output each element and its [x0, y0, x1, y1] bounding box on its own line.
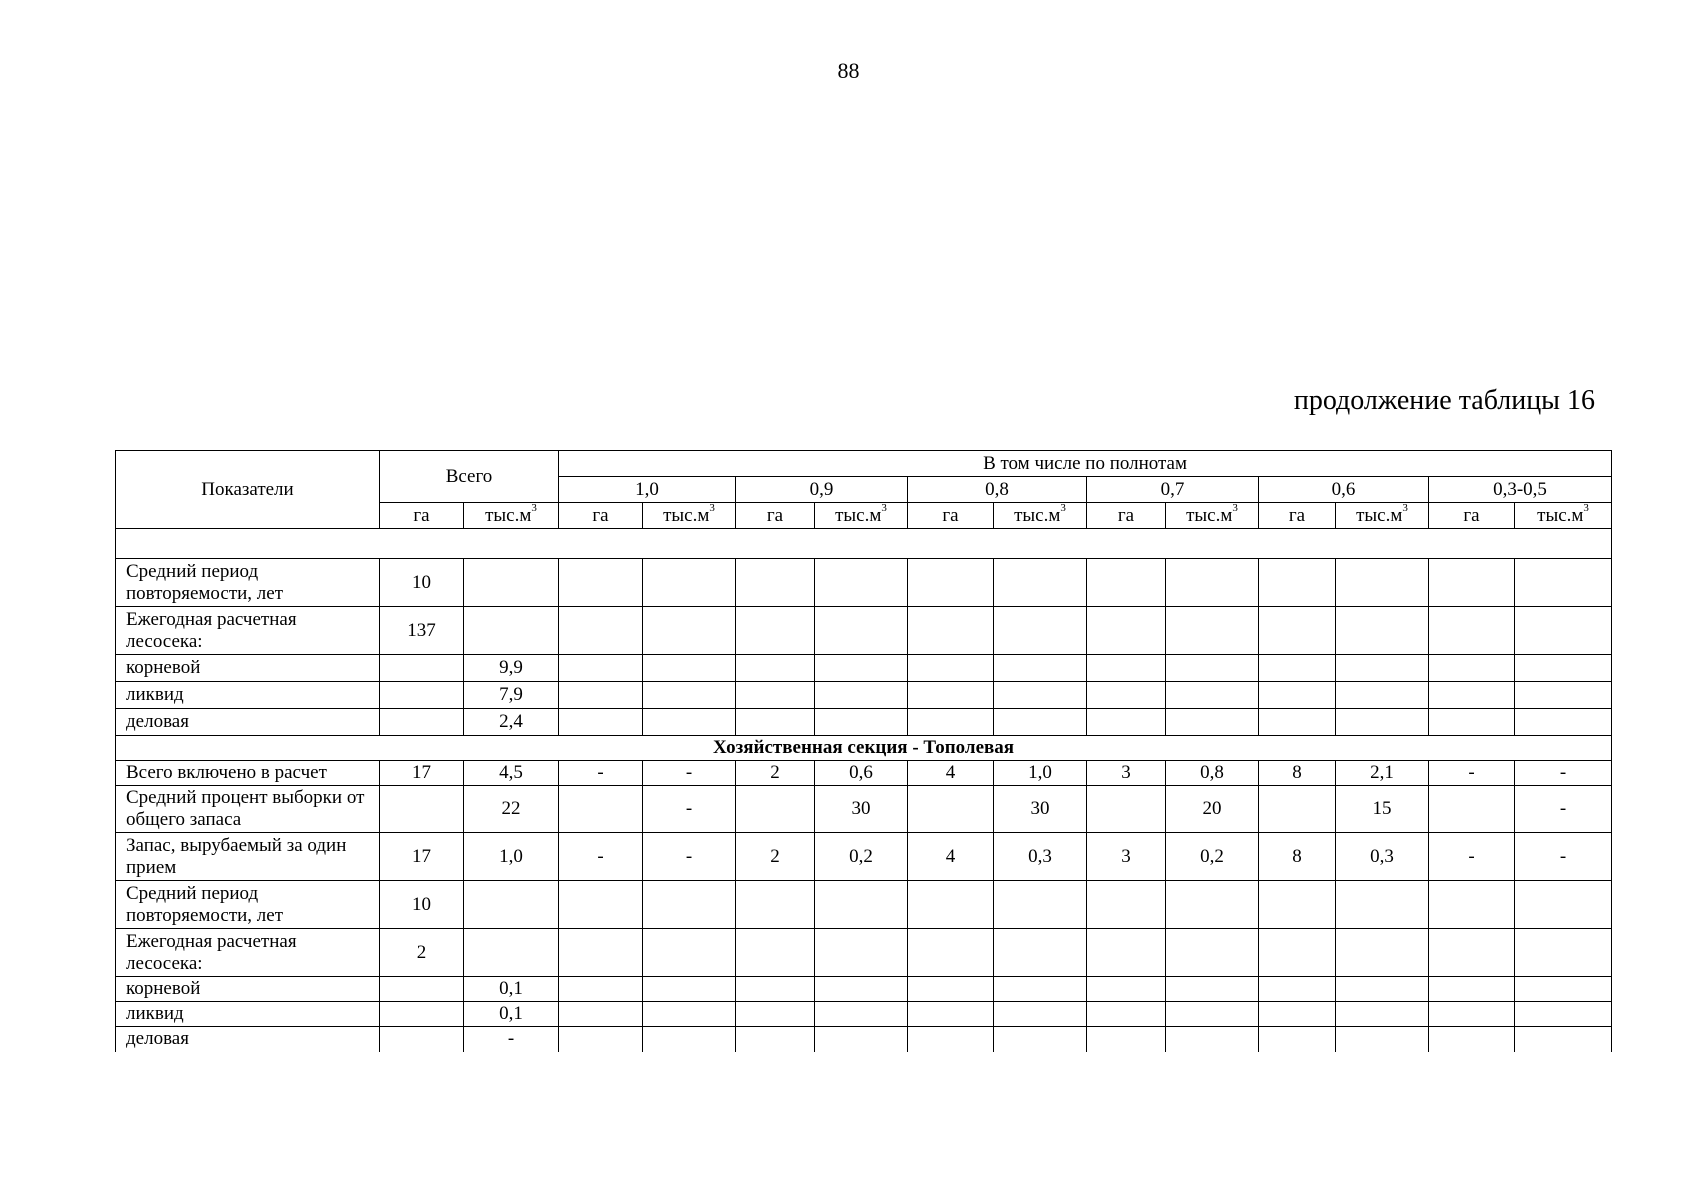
table-cell — [815, 655, 908, 682]
table-cell — [643, 682, 736, 709]
table-cell — [1166, 559, 1259, 607]
table-cell — [1166, 655, 1259, 682]
unit-volume-label: тыс.м — [835, 504, 882, 526]
table-cell — [1515, 929, 1612, 977]
table-cell — [1087, 682, 1166, 709]
table-row — [116, 977, 1612, 1002]
table-cell — [815, 881, 908, 929]
header-unit-volume — [815, 503, 908, 529]
table-cell — [1166, 881, 1259, 929]
unit-volume-label: тыс.м — [1537, 504, 1584, 526]
row-label: Ежегодная расчетная лесосека: — [116, 607, 380, 655]
table-cell — [1429, 929, 1515, 977]
table-cell — [994, 1002, 1087, 1027]
table-cell — [559, 655, 643, 682]
header-unit-ha: га — [559, 503, 643, 529]
table-cell — [1087, 929, 1166, 977]
table-cell — [1259, 1002, 1336, 1027]
table-row — [116, 761, 1612, 786]
table-cell — [1087, 786, 1166, 833]
table-cell — [1429, 977, 1515, 1002]
table-cell — [1259, 786, 1336, 833]
table-cell: 15 — [1336, 786, 1429, 833]
table-row — [116, 607, 1612, 655]
table-cell — [908, 977, 994, 1002]
table-cell: 10 — [380, 559, 464, 607]
table-cell — [1259, 559, 1336, 607]
table-cell — [736, 977, 815, 1002]
header-unit-volume — [643, 503, 736, 529]
unit-volume-label: тыс.м — [485, 504, 532, 526]
table-cell — [1259, 655, 1336, 682]
table-cell: - — [643, 786, 736, 833]
table-cell — [559, 607, 643, 655]
table-cell — [815, 1027, 908, 1052]
table-cell: 0,6 — [815, 761, 908, 786]
table-cell — [908, 786, 994, 833]
table-cell: 2 — [736, 833, 815, 881]
table-cell — [1087, 607, 1166, 655]
table-cell — [559, 881, 643, 929]
table-cell — [736, 709, 815, 736]
row-label: корневой — [116, 655, 380, 682]
table-cell — [1515, 655, 1612, 682]
table-cell: - — [643, 761, 736, 786]
table-cell — [1166, 1002, 1259, 1027]
unit-volume-label: тыс.м — [663, 504, 710, 526]
table-cell — [1087, 1002, 1166, 1027]
table-cell — [1166, 1027, 1259, 1052]
table-cell — [643, 655, 736, 682]
table-cell — [815, 607, 908, 655]
table-cell — [1259, 709, 1336, 736]
table-row — [116, 1002, 1612, 1027]
table-cell — [380, 655, 464, 682]
header-unit-ha: га — [1259, 503, 1336, 529]
header-density: 1,0 — [559, 477, 736, 503]
table-row — [116, 655, 1612, 682]
row-label: Запас, вырубаемый за один прием — [116, 833, 380, 881]
table-cell: 2,4 — [464, 709, 559, 736]
header-unit-ha: га — [1429, 503, 1515, 529]
table-cell — [643, 559, 736, 607]
table-cell — [994, 709, 1087, 736]
row-label: корневой — [116, 977, 380, 1002]
table-cell: 2 — [736, 761, 815, 786]
table-cell — [1166, 682, 1259, 709]
table-cell — [1515, 1027, 1612, 1052]
header-unit-ha: га — [736, 503, 815, 529]
table-cell — [815, 559, 908, 607]
table-cell — [643, 1002, 736, 1027]
row-label: ликвид — [116, 682, 380, 709]
table-cell — [1259, 881, 1336, 929]
table-cell — [1515, 1002, 1612, 1027]
row-label: деловая — [116, 709, 380, 736]
table-cell: - — [559, 761, 643, 786]
table-cell — [559, 1027, 643, 1052]
table-cell: 3 — [1087, 761, 1166, 786]
table-cell — [1259, 682, 1336, 709]
table-cell: 1,0 — [994, 761, 1087, 786]
table-cell — [1259, 607, 1336, 655]
table-cell — [908, 607, 994, 655]
table-row — [116, 1027, 1612, 1052]
table-cell — [380, 709, 464, 736]
table-cell — [1166, 709, 1259, 736]
table-row — [116, 929, 1612, 977]
table-cell: 30 — [994, 786, 1087, 833]
table-cell — [1429, 709, 1515, 736]
table-cell — [464, 881, 559, 929]
table-cell — [380, 1002, 464, 1027]
table-cell: 0,8 — [1166, 761, 1259, 786]
table-cell — [994, 977, 1087, 1002]
table-cell — [1336, 709, 1429, 736]
table-cell: 4,5 — [464, 761, 559, 786]
header-unit-volume — [1515, 503, 1612, 529]
table-cell — [1429, 1002, 1515, 1027]
table-cell — [643, 607, 736, 655]
table-row — [116, 709, 1612, 736]
table-cell — [736, 786, 815, 833]
header-unit-volume — [464, 503, 559, 529]
table-cell — [464, 559, 559, 607]
unit-volume-label: тыс.м — [1014, 504, 1061, 526]
table-cell: 7,9 — [464, 682, 559, 709]
table-cell — [908, 655, 994, 682]
table-cell — [815, 977, 908, 1002]
table-cell: 4 — [908, 833, 994, 881]
table-cell — [1429, 786, 1515, 833]
table-cell — [908, 1027, 994, 1052]
table-cell — [643, 1027, 736, 1052]
unit-volume-label: тыс.м — [1356, 504, 1403, 526]
table-cell — [1336, 559, 1429, 607]
row-label: деловая — [116, 1027, 380, 1052]
table-cell — [559, 682, 643, 709]
table-cell — [1515, 682, 1612, 709]
table-cell — [559, 559, 643, 607]
table-cell — [643, 977, 736, 1002]
table-cell — [559, 1002, 643, 1027]
table-cell — [1259, 1027, 1336, 1052]
table-cell: - — [559, 833, 643, 881]
table-cell — [643, 881, 736, 929]
table-row — [116, 682, 1612, 709]
table-cell — [736, 559, 815, 607]
table-cell — [1336, 1002, 1429, 1027]
table-cell — [1429, 881, 1515, 929]
table-cell — [1336, 1027, 1429, 1052]
table-row — [116, 881, 1612, 929]
table-cell — [994, 881, 1087, 929]
header-unit-ha: га — [380, 503, 464, 529]
table-cell — [464, 929, 559, 977]
table-cell: 8 — [1259, 761, 1336, 786]
spacer-row — [116, 529, 1612, 559]
table-cell: - — [1515, 833, 1612, 881]
table-cell: 30 — [815, 786, 908, 833]
unit-volume-superscript: 3 — [1402, 502, 1408, 515]
section-title: Хозяйственная секция - Тополевая — [116, 736, 1612, 761]
table-cell — [815, 682, 908, 709]
table-cell — [1259, 929, 1336, 977]
page-number: 88 — [837, 58, 860, 83]
table-cell — [908, 709, 994, 736]
header-density: 0,3-0,5 — [1429, 477, 1612, 503]
table-cell — [994, 607, 1087, 655]
table-cell — [559, 929, 643, 977]
table-cell — [1336, 607, 1429, 655]
table-cell — [908, 881, 994, 929]
table-cell: 1,0 — [464, 833, 559, 881]
table-cell — [643, 929, 736, 977]
table-cell: 2,1 — [1336, 761, 1429, 786]
table-cell: - — [1515, 761, 1612, 786]
table-cell — [1336, 929, 1429, 977]
table-cell: 17 — [380, 761, 464, 786]
table-cell: 137 — [380, 607, 464, 655]
table-cell — [1515, 977, 1612, 1002]
table-cell — [994, 655, 1087, 682]
table-cell: 17 — [380, 833, 464, 881]
table-cell — [1429, 607, 1515, 655]
table-row — [116, 786, 1612, 833]
table-cell — [736, 655, 815, 682]
table-cell — [1429, 655, 1515, 682]
table-cell: 0,3 — [1336, 833, 1429, 881]
table-cell: 0,1 — [464, 977, 559, 1002]
table-cell — [908, 682, 994, 709]
table-cell — [1429, 559, 1515, 607]
table-cell — [736, 1027, 815, 1052]
header-unit-volume — [994, 503, 1087, 529]
unit-volume-superscript: 3 — [1060, 502, 1066, 515]
table-cell — [1515, 881, 1612, 929]
table-cell — [380, 977, 464, 1002]
row-label: Средний период повторяемости, лет — [116, 881, 380, 929]
table-cell: - — [1429, 833, 1515, 881]
table-cell: 22 — [464, 786, 559, 833]
table-cell — [908, 929, 994, 977]
table-cell — [815, 929, 908, 977]
table-cell — [1515, 607, 1612, 655]
table-cell — [1087, 655, 1166, 682]
table-cell — [908, 559, 994, 607]
table-cell — [815, 709, 908, 736]
table-caption: продолжение таблицы 16 — [1293, 385, 1595, 416]
table-cell — [559, 977, 643, 1002]
table-cell — [815, 1002, 908, 1027]
table-cell: 4 — [908, 761, 994, 786]
table-cell — [736, 929, 815, 977]
table-cell: - — [1515, 786, 1612, 833]
unit-volume-label: тыс.м — [1186, 504, 1233, 526]
table-cell: 10 — [380, 881, 464, 929]
header-unit-volume — [1336, 503, 1429, 529]
table-cell — [380, 682, 464, 709]
table-cell — [1087, 709, 1166, 736]
header-indicators: Показатели — [116, 451, 380, 529]
table-cell — [908, 1002, 994, 1027]
header-density: 0,8 — [908, 477, 1087, 503]
table-cell — [994, 1027, 1087, 1052]
unit-volume-superscript: 3 — [709, 502, 715, 515]
table-cell: 20 — [1166, 786, 1259, 833]
table-cell — [1166, 929, 1259, 977]
table-cell: 0,2 — [1166, 833, 1259, 881]
table-cell — [559, 786, 643, 833]
header-unit-ha: га — [1087, 503, 1166, 529]
table-cell: - — [643, 833, 736, 881]
header-unit-ha: га — [908, 503, 994, 529]
table-cell: 3 — [1087, 833, 1166, 881]
table-cell — [1429, 682, 1515, 709]
table-cell — [1087, 881, 1166, 929]
header-density: 0,7 — [1087, 477, 1259, 503]
table-cell — [736, 607, 815, 655]
table-cell — [1429, 1027, 1515, 1052]
table-cell — [1087, 559, 1166, 607]
header-unit-volume — [1166, 503, 1259, 529]
table-cell — [1515, 709, 1612, 736]
table-cell — [464, 607, 559, 655]
table-cell — [994, 929, 1087, 977]
table-cell — [1336, 655, 1429, 682]
data-table — [115, 450, 1612, 1052]
table-cell — [736, 682, 815, 709]
table-cell — [380, 1027, 464, 1052]
table-cell — [994, 682, 1087, 709]
row-label: Средний процент выборки от общего запаса — [116, 786, 380, 833]
table-row — [116, 833, 1612, 881]
unit-volume-superscript: 3 — [1232, 502, 1238, 515]
row-label: ликвид — [116, 1002, 380, 1027]
table-cell: 9,9 — [464, 655, 559, 682]
table-cell: 0,3 — [994, 833, 1087, 881]
table-cell — [1336, 682, 1429, 709]
table-cell: - — [464, 1027, 559, 1052]
header-density: 0,6 — [1259, 477, 1429, 503]
unit-volume-superscript: 3 — [881, 502, 887, 515]
table-cell — [559, 709, 643, 736]
unit-volume-superscript: 3 — [531, 502, 537, 515]
table-row — [116, 559, 1612, 607]
table-cell — [1259, 977, 1336, 1002]
table-cell — [736, 1002, 815, 1027]
table-cell — [1087, 1027, 1166, 1052]
table-cell — [1336, 881, 1429, 929]
table-cell — [643, 709, 736, 736]
row-label: Всего включено в расчет — [116, 761, 380, 786]
table-cell — [1166, 607, 1259, 655]
table-cell — [1166, 977, 1259, 1002]
table-cell — [380, 786, 464, 833]
row-label: Средний период повторяемости, лет — [116, 559, 380, 607]
row-label: Ежегодная расчетная лесосека: — [116, 929, 380, 977]
table-cell — [994, 559, 1087, 607]
table-cell: 2 — [380, 929, 464, 977]
table-cell — [1087, 977, 1166, 1002]
table-cell — [1515, 559, 1612, 607]
table-cell — [1336, 977, 1429, 1002]
table-cell: 0,1 — [464, 1002, 559, 1027]
table-cell: - — [1429, 761, 1515, 786]
header-density: 0,9 — [736, 477, 908, 503]
header-total: Всего — [380, 451, 559, 503]
unit-volume-superscript: 3 — [1583, 502, 1589, 515]
table-cell: 8 — [1259, 833, 1336, 881]
table-cell: 0,2 — [815, 833, 908, 881]
table-cell — [736, 881, 815, 929]
header-including: В том числе по полнотам — [559, 451, 1612, 477]
